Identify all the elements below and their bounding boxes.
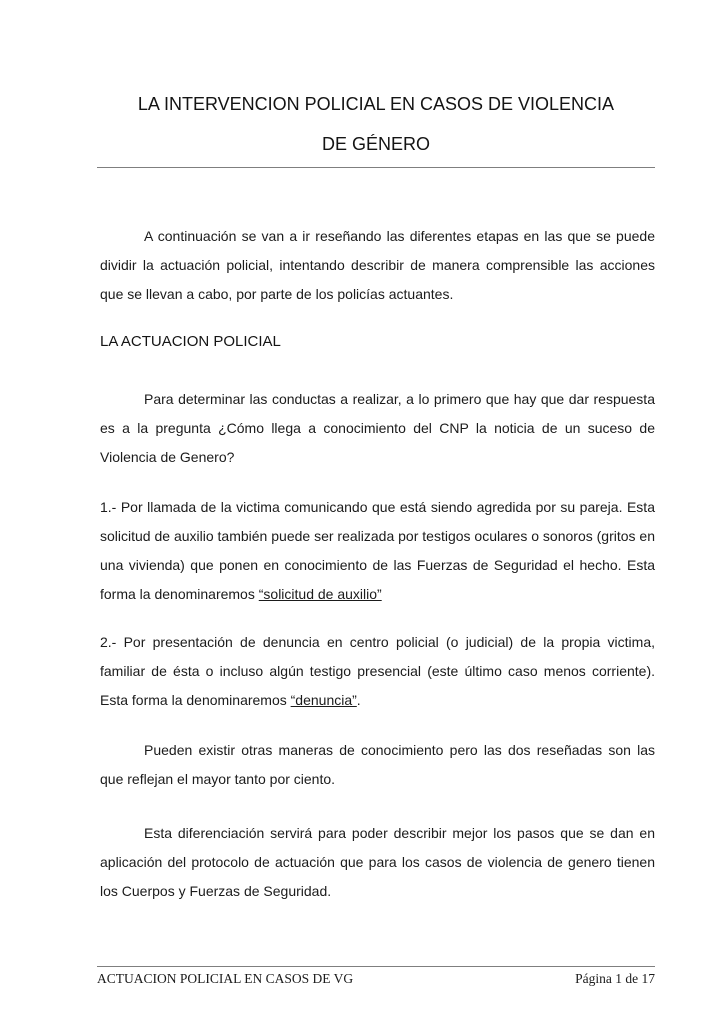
differentiation-paragraph: Esta diferenciación servirá para poder describir mejor los pasos que se dan en aplicación del protocolo de actuación que para los casos de violencia de genero tienen los Cuerpos y Fuerzas de Seguridad. — [100, 825, 655, 899]
list-item-1 — [100, 493, 655, 609]
document-title-line1: LA INTERVENCION POLICIAL EN CASOS DE VIOLENCIA — [137, 94, 615, 114]
list-item-2 — [100, 628, 655, 715]
document-body — [0, 222, 725, 906]
question-paragraph: Para determinar las conductas a realizar, a lo primero que hay que dar respuesta es a la pregunta ¿Cómo llega a conocimiento del CNP la noticia de un suceso de Violencia de Genero? — [100, 391, 655, 465]
list-item-1-text: 1.- Por llamada de la victima comunicando que está siendo agredida por su pareja. Esta solicitud de auxilio también puede ser realizada por testigos oculares o sonoros (gritos en una vivienda) que ponen en conocimiento de las Fuerzas de Seguridad el hecho. Esta forma la denominaremos — [100, 499, 655, 602]
title-rule — [97, 167, 655, 168]
title-block — [0, 0, 725, 168]
footer-document-title: ACTUACION POLICIAL EN CASOS DE VG — [97, 971, 354, 986]
others-paragraph: Pueden existir otras maneras de conocimiento pero las dos reseñadas son las que reflejan el mayor tanto por ciento. — [100, 742, 655, 787]
document-title-line2: DE GÉNERO — [321, 134, 431, 154]
list-item-1-underlined-term: “solicitud de auxilio” — [258, 586, 382, 602]
section-heading: LA ACTUACION POLICIAL — [100, 333, 281, 350]
intro-paragraph: A continuación se van a ir reseñando las diferentes etapas en las que se puede dividir la actuación policial, intentando describir de manera comprensible las acciones que se llevan a cabo, por parte de los policías actuantes. — [100, 228, 655, 302]
list-item-2-underlined-term: “denuncia” — [290, 692, 357, 708]
list-item-2-suffix: . — [356, 692, 361, 708]
footer-row — [97, 967, 655, 987]
footer-page-number: Página 1 de 17 — [575, 971, 655, 986]
document-title — [97, 84, 655, 164]
list-item-2-text: 2.- Por presentación de denuncia en centro policial (o judicial) de la propia victima, familiar de ésta o incluso algún testigo presencial (este último caso menos corriente). Esta forma la denominaremos — [100, 634, 655, 708]
page-footer — [97, 966, 655, 987]
